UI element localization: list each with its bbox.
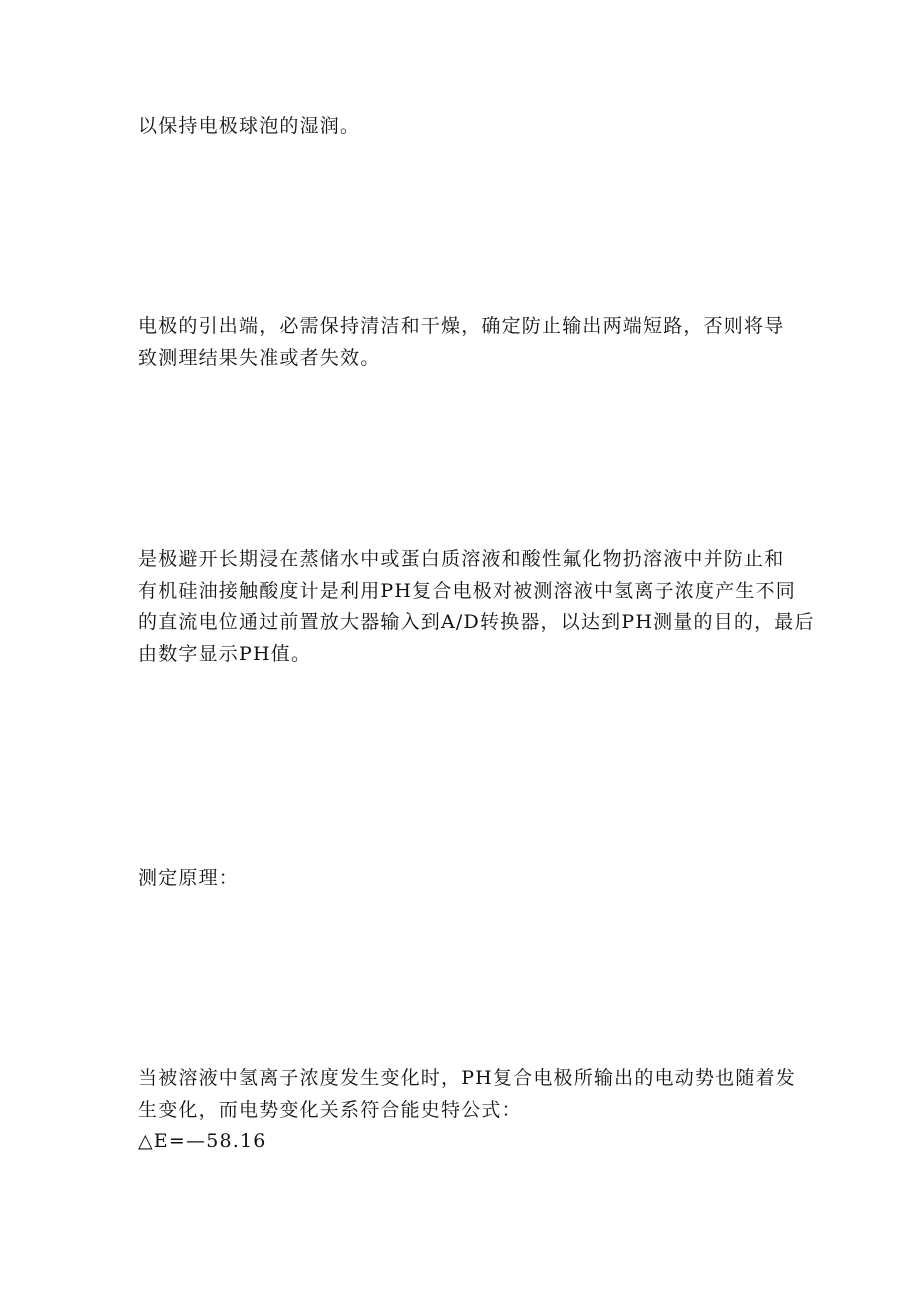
text-line: 测定原理： bbox=[138, 867, 240, 889]
text-line: 由数字显示PH值。 bbox=[138, 642, 312, 665]
text-line: 电极的引出端，必需保持清洁和干燥，确定防止输出两端短路，否则将导 bbox=[138, 315, 785, 337]
text-line: 是极避开长期浸在蒸储水中或蛋白质溶液和酸性氟化物扔溶液中并防止和 bbox=[138, 548, 785, 570]
formula-line: △E=—58.16 bbox=[138, 1130, 267, 1152]
text-line: 当被溶液中氢离子浓度发生变化时，PH复合电极所输出的电动势也随着发 bbox=[138, 1067, 796, 1089]
paragraph-acidity-meter bbox=[138, 544, 815, 670]
section-heading-principle bbox=[138, 863, 793, 895]
paragraph-electrode-bulb bbox=[138, 111, 793, 143]
paragraph-principle-formula bbox=[138, 1063, 796, 1158]
paragraph-electrode-terminal bbox=[138, 311, 793, 374]
text-line: 有机硅油接触酸度计是利用PH复合电极对被测溶液中氢离子浓度产生不同 bbox=[138, 579, 796, 602]
text-line: 以保持电极球泡的湿润。 bbox=[138, 115, 361, 137]
text-line: 的直流电位通过前置放大器输入到A/D转换器，以达到PH测量的目的，最后 bbox=[138, 611, 815, 633]
text-line: 生变化，而电势变化关系符合能史特公式： bbox=[138, 1098, 522, 1121]
text-line: 致测理结果失准或者失效。 bbox=[138, 346, 381, 369]
